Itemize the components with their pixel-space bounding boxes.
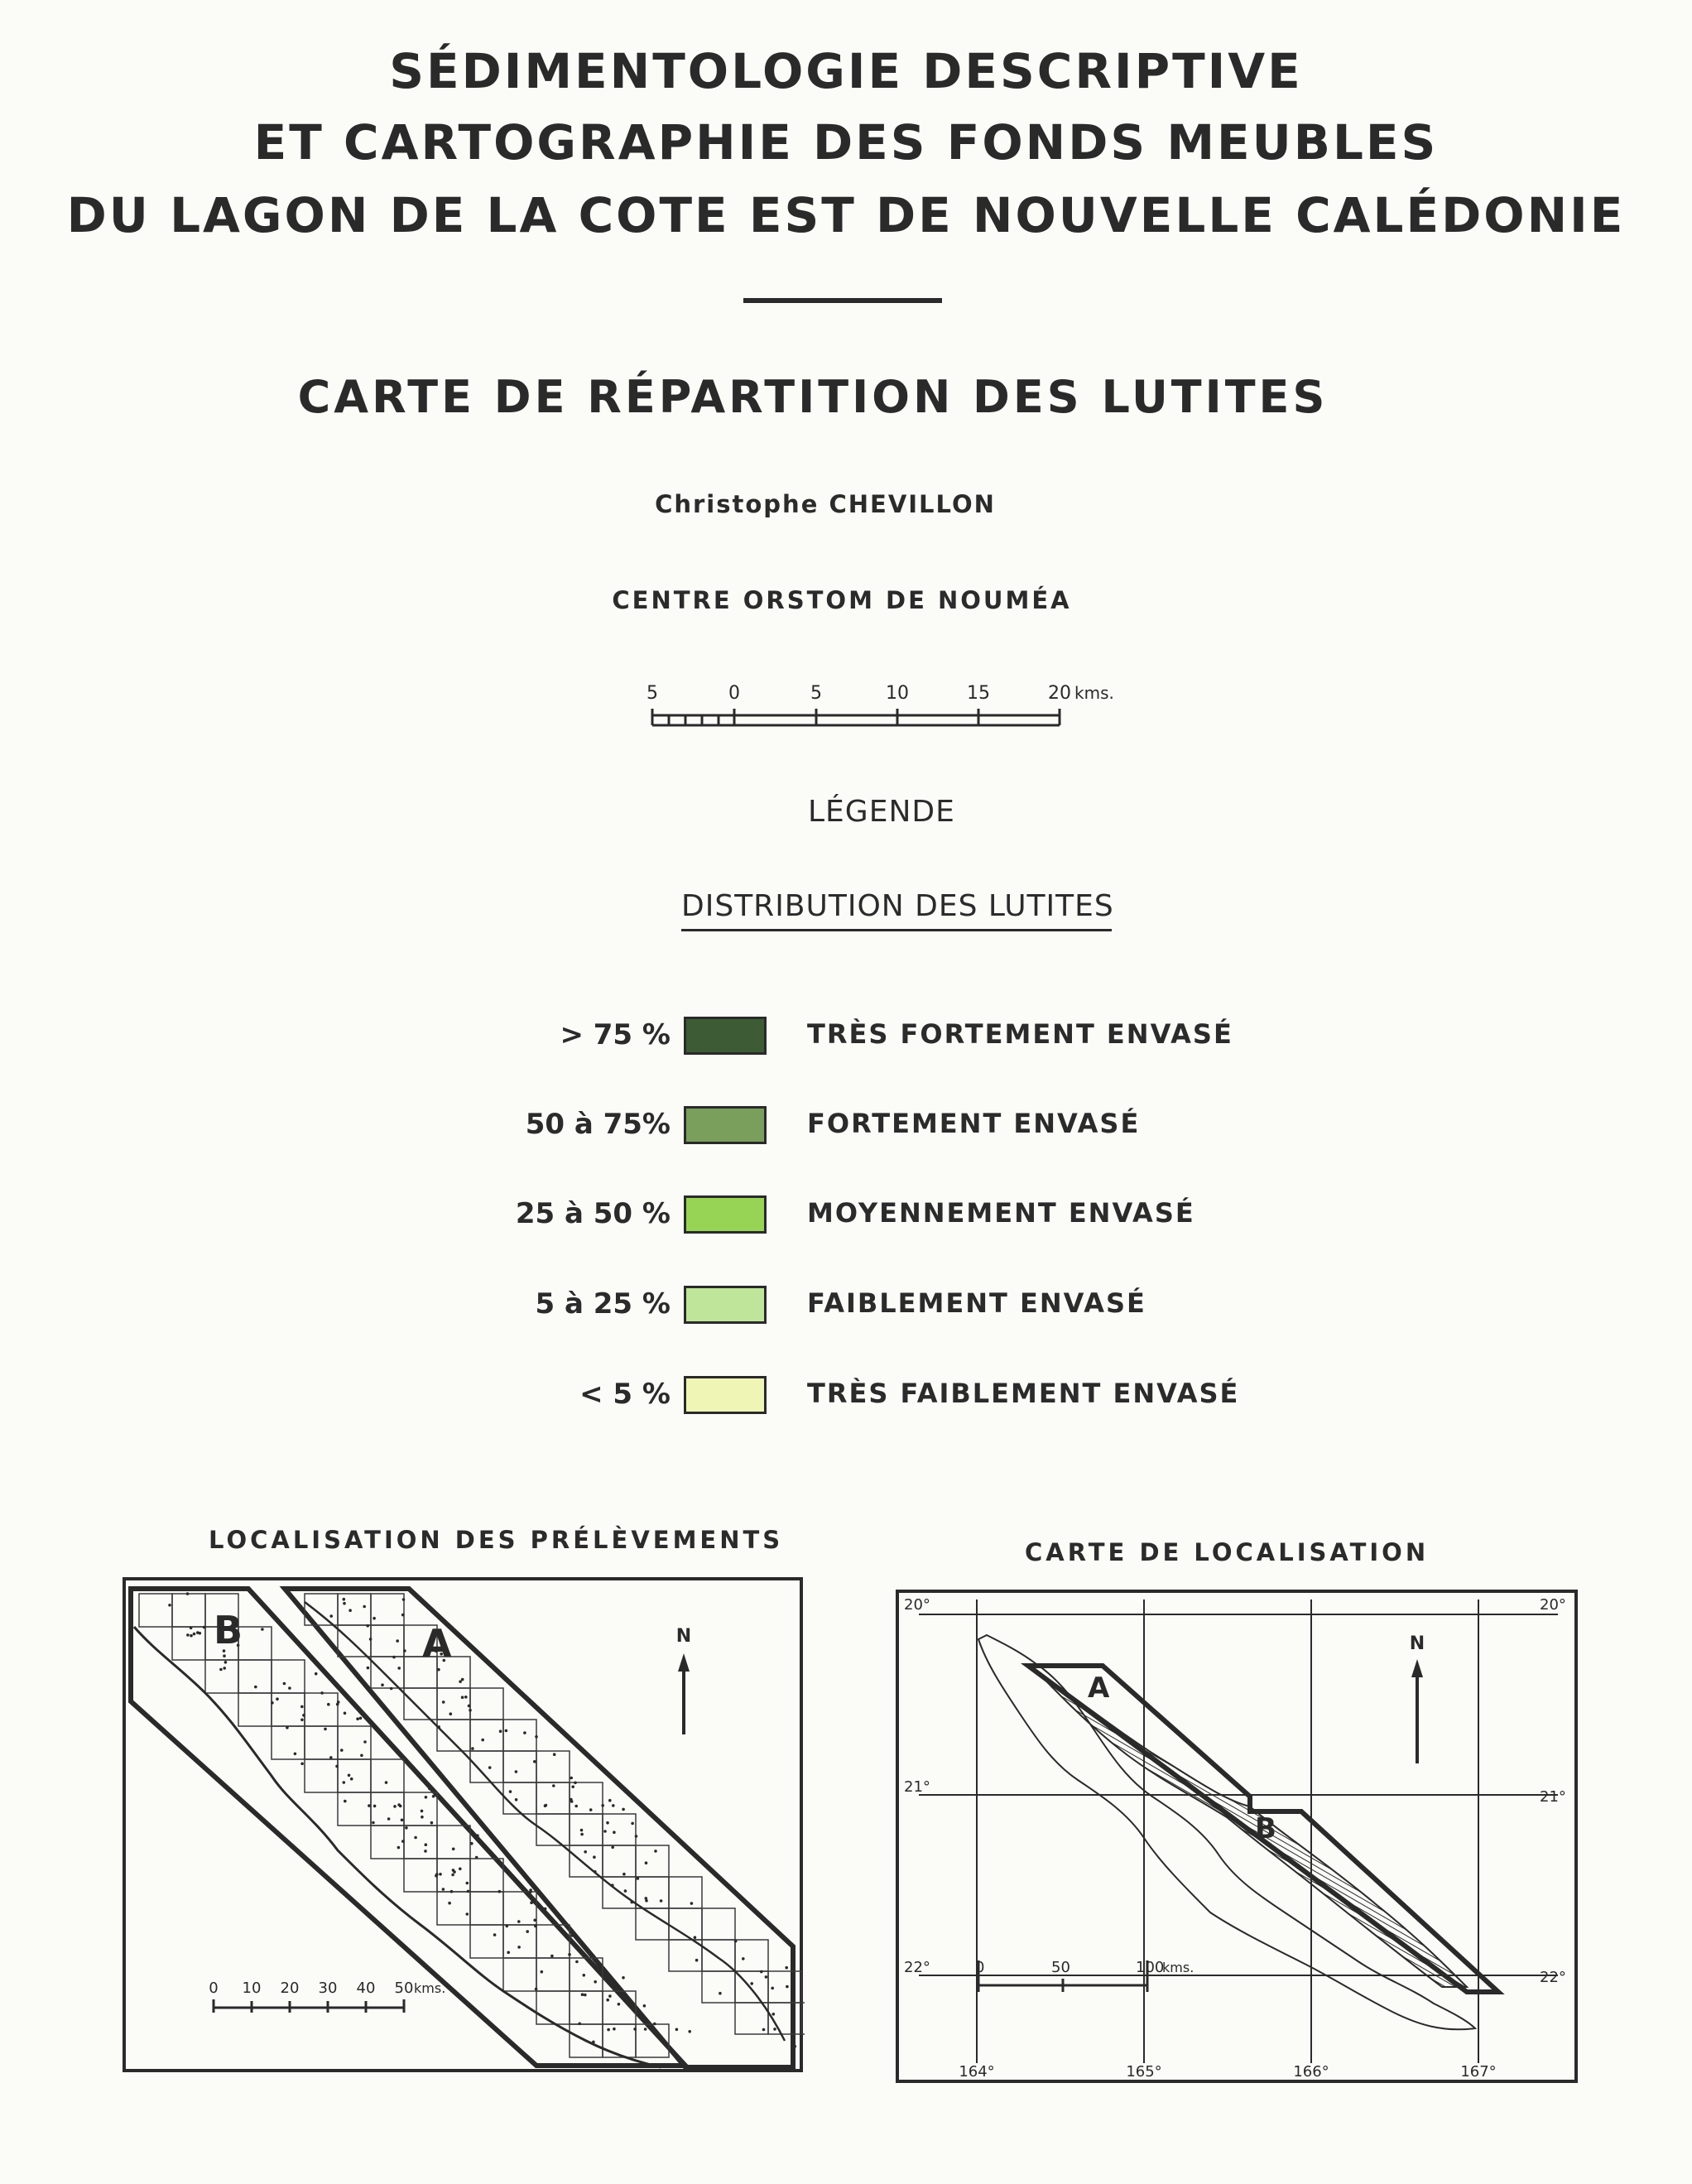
legend-title: LÉGENDE [808, 795, 955, 829]
zone-a-label: A [422, 1621, 452, 1666]
map-left-caption: LOCALISATION DES PRÉLÈVEMENTS [209, 1526, 784, 1554]
scale-bar [637, 679, 1134, 753]
north-arrow-icon [676, 1626, 691, 1734]
map-right-caption: CARTE DE LOCALISATION [1025, 1538, 1430, 1566]
north-arrow-icon [1410, 1633, 1425, 1763]
lat-label: 21° [904, 1778, 930, 1796]
left-scale-label: 20 [280, 1980, 300, 1997]
legend-label: MOYENNEMENT ENVASÉ [807, 1197, 1195, 1229]
scale-label: 5 [647, 683, 658, 704]
location-map [896, 1590, 1583, 2086]
lon-label: 166° [1293, 2063, 1329, 2081]
scale-label: 0 [728, 683, 740, 704]
left-scale-label: 40 [356, 1980, 376, 1997]
legend-swatch [684, 1195, 767, 1234]
left-scale-label: 30 [318, 1980, 338, 1997]
right-scale-label: 0 [975, 1959, 985, 1976]
legend-subtitle-underline [681, 929, 1112, 931]
title-line-3: DU LAGON DE LA COTE EST DE NOUVELLE CALÉDONIE [66, 187, 1626, 243]
hatched-coastal-strip [1036, 1671, 1467, 1987]
lon-label: 167° [1460, 2063, 1497, 2081]
left-scale-label: 10 [242, 1980, 262, 1997]
institution: CENTRE ORSTOM DE NOUMÉA [612, 586, 1072, 614]
left-scale-label: 0 [209, 1980, 219, 1997]
legend-label: TRÈS FORTEMENT ENVASÉ [807, 1018, 1233, 1050]
title-line-2: ET CARTOGRAPHIE DES FONDS MEUBLES [253, 114, 1439, 171]
lat-label-right: 20° [1540, 1596, 1566, 1614]
reef-line-left [305, 1602, 785, 2041]
scale-label: 20 [1048, 683, 1071, 704]
scale-label: 15 [967, 683, 990, 704]
lon-label: 165° [1126, 2063, 1162, 2081]
zone-a-label-right: A [1088, 1672, 1110, 1705]
legend-range: > 75 % [560, 1018, 671, 1051]
legend-subtitle: DISTRIBUTION DES LUTITES [681, 889, 1114, 923]
legend-swatch [684, 1376, 767, 1414]
title-line-1: SÉDIMENTOLOGIE DESCRIPTIVE [389, 43, 1303, 99]
legend-swatch [684, 1017, 767, 1055]
legend-range: 25 à 50 % [515, 1197, 671, 1230]
left-scale-label: 50 [394, 1980, 414, 1997]
scale-label: 5 [810, 683, 822, 704]
zone-b-label-right: B [1255, 1812, 1276, 1845]
author: Christophe CHEVILLON [655, 490, 996, 518]
legend-label: FORTEMENT ENVASÉ [807, 1108, 1141, 1139]
map-subtitle: CARTE DE RÉPARTITION DES LUTITES [297, 371, 1329, 423]
right-scale-label: 50 [1051, 1959, 1070, 1976]
scale-unit: kms. [1074, 683, 1114, 703]
lat-label: 22° [904, 1959, 930, 1976]
sampling-locations-map [123, 1577, 805, 2074]
legend-range: < 5 % [579, 1378, 671, 1411]
svg-text:N: N [675, 1626, 692, 1647]
zone-b-label: B [214, 1608, 243, 1652]
lon-label: 164° [959, 2063, 995, 2081]
right-scale-label: 100 [1136, 1959, 1165, 1976]
scale-label: 10 [886, 683, 909, 704]
legend-swatch [684, 1286, 767, 1324]
left-scale-unit: kms. [414, 1980, 446, 1996]
legend-range: 50 à 75% [525, 1108, 671, 1141]
svg-text:N: N [1409, 1633, 1425, 1654]
title-divider [743, 298, 942, 303]
lat-label-right: 22° [1540, 1969, 1566, 1986]
legend-label: FAIBLEMENT ENVASÉ [807, 1287, 1146, 1319]
right-scale-unit: kms. [1162, 1960, 1194, 1975]
legend-label: TRÈS FAIBLEMENT ENVASÉ [807, 1378, 1240, 1409]
lat-label: 20° [904, 1596, 930, 1614]
lat-label-right: 21° [1540, 1788, 1566, 1806]
legend-swatch [684, 1106, 767, 1144]
legend-range: 5 à 25 % [535, 1287, 671, 1321]
